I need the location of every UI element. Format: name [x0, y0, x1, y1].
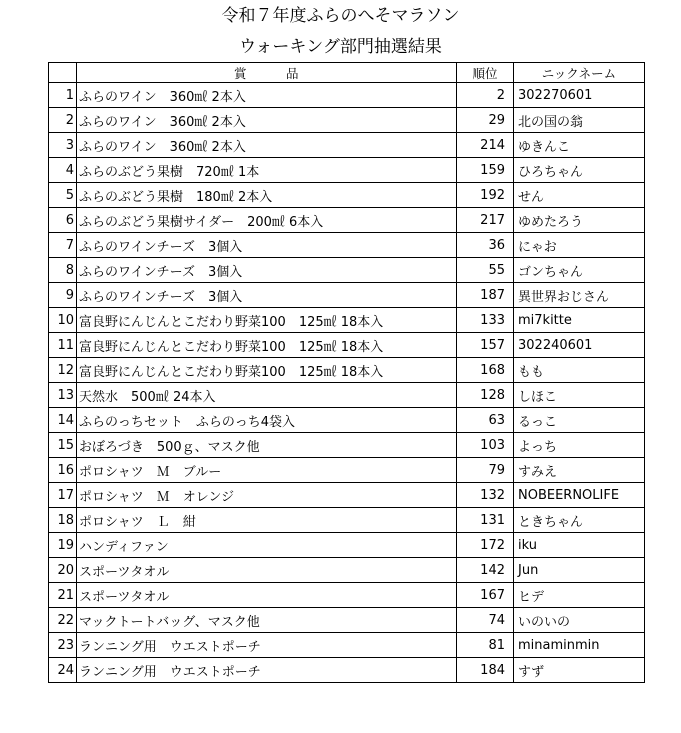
- nickname-cell: いのいの: [514, 608, 645, 633]
- row-number: 23: [49, 633, 77, 658]
- rank-cell: 217: [457, 208, 514, 233]
- header-nickname: ニックネーム: [514, 63, 645, 83]
- header-no: [49, 63, 77, 83]
- table-row: [49, 383, 645, 408]
- table-row: [49, 533, 645, 558]
- row-number: 7: [49, 233, 77, 258]
- nickname-cell: 302240601: [514, 333, 645, 358]
- rank-cell: 184: [457, 658, 514, 683]
- prize-cell: スポーツタオル: [77, 583, 457, 608]
- table-row: [49, 583, 645, 608]
- table-header: [49, 63, 645, 83]
- row-number: 15: [49, 433, 77, 458]
- table-row: [49, 308, 645, 333]
- prize-cell: 天然水 500㎖ 24本入: [77, 383, 457, 408]
- table-row: [49, 133, 645, 158]
- prize-cell: ふらのワインチーズ 3個入: [77, 258, 457, 283]
- nickname-cell: すず: [514, 658, 645, 683]
- table-row: [49, 508, 645, 533]
- prize-cell: ポロシャツ Ｌ 紺: [77, 508, 457, 533]
- nickname-cell: iku: [514, 533, 645, 558]
- prize-cell: ふらのワイン 360㎖ 2本入: [77, 83, 457, 108]
- rank-cell: 55: [457, 258, 514, 283]
- prize-cell: ランニング用 ウエストポーチ: [77, 633, 457, 658]
- nickname-cell: 北の国の翁: [514, 108, 645, 133]
- nickname-cell: よっち: [514, 433, 645, 458]
- row-number: 13: [49, 383, 77, 408]
- rank-cell: 192: [457, 183, 514, 208]
- table-row: [49, 358, 645, 383]
- table-row: [49, 108, 645, 133]
- prize-cell: おぼろづき 500ｇ、マスク他: [77, 433, 457, 458]
- row-number: 9: [49, 283, 77, 308]
- nickname-cell: ゴンちゃん: [514, 258, 645, 283]
- prize-cell: ふらのワインチーズ 3個入: [77, 233, 457, 258]
- prize-cell: ハンディファン: [77, 533, 457, 558]
- nickname-cell: ときちゃん: [514, 508, 645, 533]
- nickname-cell: 302270601: [514, 83, 645, 108]
- rank-cell: 74: [457, 608, 514, 633]
- table-row: [49, 558, 645, 583]
- nickname-cell: もも: [514, 358, 645, 383]
- row-number: 11: [49, 333, 77, 358]
- rank-cell: 187: [457, 283, 514, 308]
- rank-cell: 214: [457, 133, 514, 158]
- row-number: 2: [49, 108, 77, 133]
- table-row: [49, 258, 645, 283]
- table-row: [49, 633, 645, 658]
- prize-cell: 富良野にんじんとこだわり野菜100 125㎖ 18本入: [77, 333, 457, 358]
- row-number: 18: [49, 508, 77, 533]
- table-body: [49, 83, 645, 683]
- rank-cell: 63: [457, 408, 514, 433]
- row-number: 19: [49, 533, 77, 558]
- nickname-cell: Jun: [514, 558, 645, 583]
- prize-cell: マックトートバッグ、マスク他: [77, 608, 457, 633]
- table-row: [49, 183, 645, 208]
- rank-cell: 36: [457, 233, 514, 258]
- header-rank: 順位: [457, 63, 514, 83]
- row-number: 22: [49, 608, 77, 633]
- table-row: [49, 658, 645, 683]
- row-number: 8: [49, 258, 77, 283]
- row-number: 10: [49, 308, 77, 333]
- prize-cell: ランニング用 ウエストポーチ: [77, 658, 457, 683]
- prize-cell: ふらのワイン 360㎖ 2本入: [77, 133, 457, 158]
- rank-cell: 103: [457, 433, 514, 458]
- prize-cell: ふらのぶどう果樹サイダー 200㎖ 6本入: [77, 208, 457, 233]
- row-number: 3: [49, 133, 77, 158]
- table-row: [49, 433, 645, 458]
- prize-cell: ふらのワイン 360㎖ 2本入: [77, 108, 457, 133]
- row-number: 12: [49, 358, 77, 383]
- nickname-cell: ゆきんこ: [514, 133, 645, 158]
- table-row: [49, 233, 645, 258]
- table-row: [49, 208, 645, 233]
- rank-cell: 29: [457, 108, 514, 133]
- table-row: [49, 608, 645, 633]
- nickname-cell: ヒデ: [514, 583, 645, 608]
- rank-cell: 159: [457, 158, 514, 183]
- rank-cell: 157: [457, 333, 514, 358]
- prize-cell: ポロシャツ Ｍ ブルー: [77, 458, 457, 483]
- table-row: [49, 333, 645, 358]
- nickname-cell: NOBEERNOLIFE: [514, 483, 645, 508]
- results-table: [48, 62, 645, 683]
- prize-cell: ふらのっちセット ふらのっち4袋入: [77, 408, 457, 433]
- rank-cell: 128: [457, 383, 514, 408]
- rank-cell: 167: [457, 583, 514, 608]
- rank-cell: 132: [457, 483, 514, 508]
- prize-cell: ふらのワインチーズ 3個入: [77, 283, 457, 308]
- prize-cell: 富良野にんじんとこだわり野菜100 125㎖ 18本入: [77, 308, 457, 333]
- row-number: 5: [49, 183, 77, 208]
- rank-cell: 2: [457, 83, 514, 108]
- rank-cell: 133: [457, 308, 514, 333]
- row-number: 20: [49, 558, 77, 583]
- nickname-cell: ひろちゃん: [514, 158, 645, 183]
- document-title: 令和７年度ふらのへそマラソン: [221, 6, 460, 26]
- header-prize: 賞 品: [77, 63, 457, 83]
- document-subtitle: ウォーキング部門抽選結果: [239, 37, 442, 57]
- table-row: [49, 458, 645, 483]
- rank-cell: 131: [457, 508, 514, 533]
- rank-cell: 81: [457, 633, 514, 658]
- table-row: [49, 83, 645, 108]
- nickname-cell: すみえ: [514, 458, 645, 483]
- prize-cell: 富良野にんじんとこだわり野菜100 125㎖ 18本入: [77, 358, 457, 383]
- prize-cell: スポーツタオル: [77, 558, 457, 583]
- nickname-cell: るっこ: [514, 408, 645, 433]
- row-number: 21: [49, 583, 77, 608]
- row-number: 24: [49, 658, 77, 683]
- nickname-cell: しほこ: [514, 383, 645, 408]
- row-number: 1: [49, 83, 77, 108]
- row-number: 16: [49, 458, 77, 483]
- nickname-cell: にゃお: [514, 233, 645, 258]
- prize-cell: ポロシャツ Ｍ オレンジ: [77, 483, 457, 508]
- table-row: [49, 158, 645, 183]
- row-number: 4: [49, 158, 77, 183]
- nickname-cell: minaminmin: [514, 633, 645, 658]
- nickname-cell: せん: [514, 183, 645, 208]
- row-number: 6: [49, 208, 77, 233]
- nickname-cell: mi7kitte: [514, 308, 645, 333]
- row-number: 17: [49, 483, 77, 508]
- table-row: [49, 483, 645, 508]
- table-row: [49, 408, 645, 433]
- nickname-cell: 異世界おじさん: [514, 283, 645, 308]
- rank-cell: 172: [457, 533, 514, 558]
- rank-cell: 168: [457, 358, 514, 383]
- header-row: [49, 63, 645, 83]
- nickname-cell: ゆめたろう: [514, 208, 645, 233]
- table-row: [49, 283, 645, 308]
- prize-cell: ふらのぶどう果樹 180㎖ 2本入: [77, 183, 457, 208]
- row-number: 14: [49, 408, 77, 433]
- rank-cell: 142: [457, 558, 514, 583]
- prize-cell: ふらのぶどう果樹 720㎖ 1本: [77, 158, 457, 183]
- rank-cell: 79: [457, 458, 514, 483]
